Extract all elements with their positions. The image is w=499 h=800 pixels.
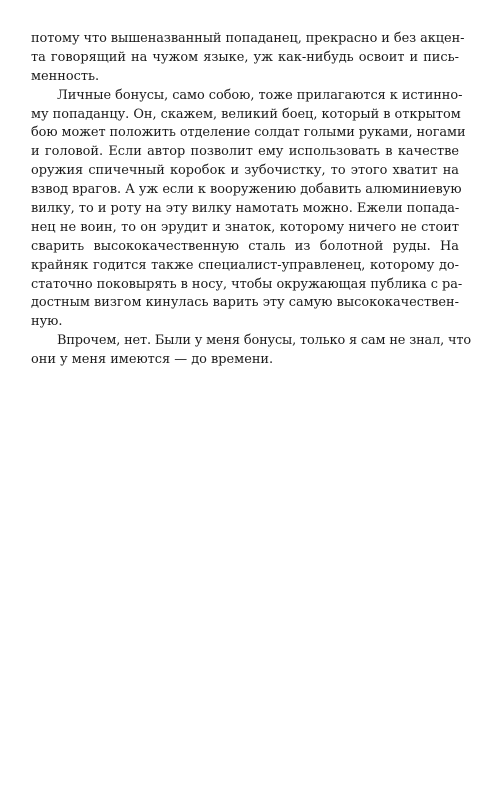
text-line: ную.: [31, 314, 63, 330]
text-line: нец не воин, то он эрудит и знаток, которому ничего не стоит: [31, 219, 459, 235]
text-line: статочно поковырять в носу, чтобы окружающая публика с ра-: [31, 276, 463, 292]
text-line: Впрочем, нет. Были у меня бонусы, только я сам не знал, что: [57, 333, 471, 349]
text-line: они у меня имеются — до времени.: [31, 352, 274, 368]
text-line: му попаданцу. Он, скажем, великий боец, который в открытом: [31, 106, 461, 122]
text-line: Личные бонусы, само собою, тоже прилагаются к истинно-: [57, 87, 463, 103]
text-line: оружия спичечный коробок и зубочистку, то этого хватит на: [31, 163, 459, 179]
text-line: и головой. Если автор позволит ему использовать в качестве: [31, 144, 459, 160]
paragraph-1: [31, 30, 465, 87]
body-text: [31, 30, 471, 370]
text-line: вилку, то и роту на эту вилку намотать можно. Ежели попада-: [31, 201, 460, 217]
text-line: достным визгом кинулась варить эту самую высококачествен-: [31, 295, 459, 311]
text-line: потому что вышеназванный попаданец, прекрасно и без акцен-: [31, 31, 465, 46]
paragraph-2: [31, 87, 466, 333]
text-line: сварить высококачественную сталь из болотной руды. На: [31, 238, 459, 254]
text-line: бою может положить отделение солдат голыми руками, ногами: [31, 125, 466, 141]
text-line: крайняк годится также специалист-управленец, которому до-: [31, 257, 459, 273]
text-line: менность.: [31, 68, 100, 84]
text-line: та говорящий на чужом языке, уж как-нибудь освоит и пись-: [31, 49, 459, 65]
text-line: взвод врагов. А уж если к вооружению добавить алюминиевую: [31, 182, 462, 198]
paragraph-3: [31, 332, 471, 370]
